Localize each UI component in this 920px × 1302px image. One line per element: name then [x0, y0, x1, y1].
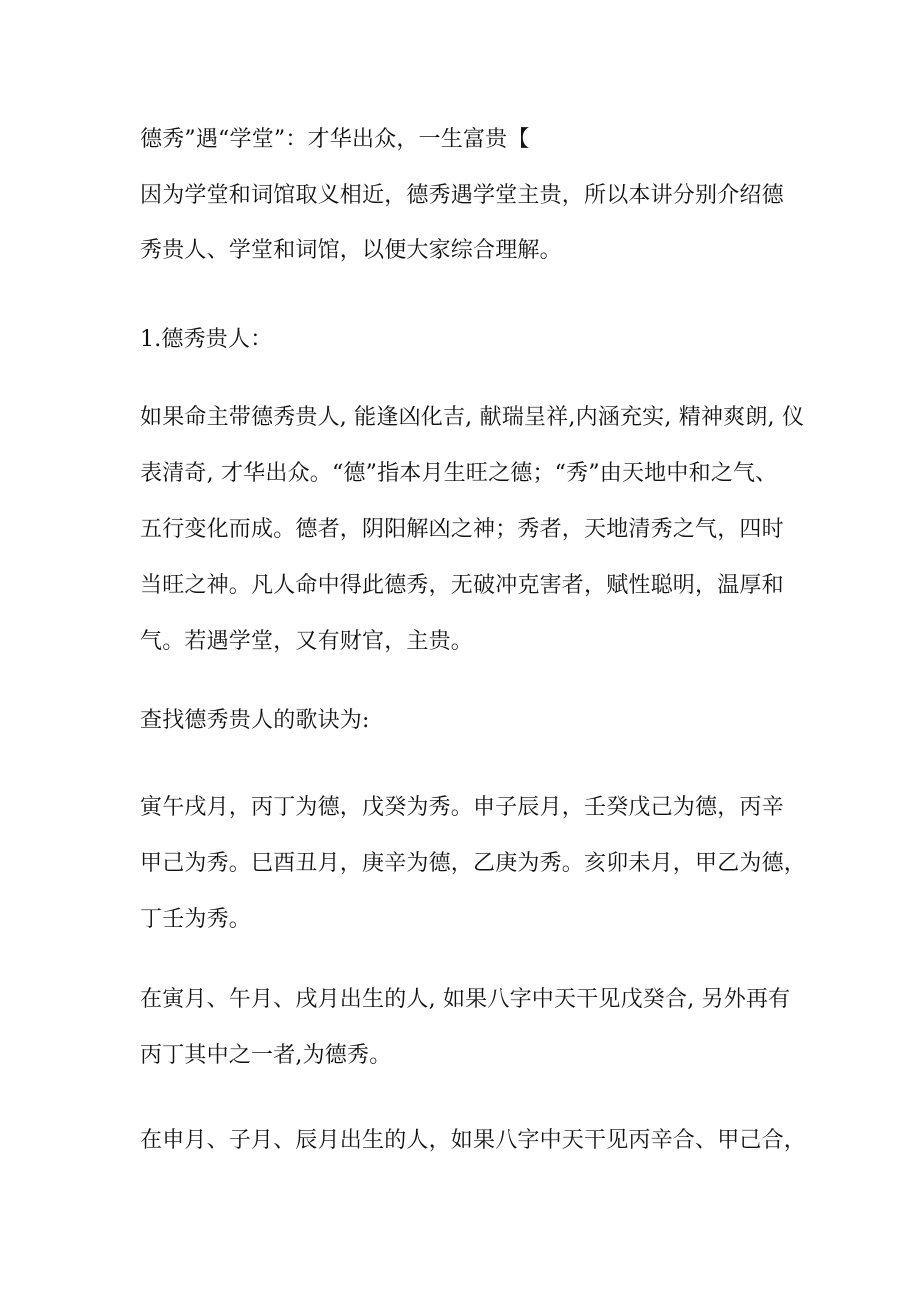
intro-line-1: 因为学堂和词馆取义相近，德秀遇学堂主贵，所以本讲分别介绍德 — [140, 183, 784, 208]
para3-line-3: 丁壬为秀。 — [140, 907, 252, 932]
document-heading: 德秀”遇“学堂”：才华出众，一生富贵【 — [140, 127, 530, 152]
para1-line-2: 表清奇, 才华出众。“德”指本月生旺之德；“秀”由天地中和之气、 — [140, 461, 778, 486]
para1-line-5: 气。若遇学堂，又有财官，主贵。 — [140, 629, 474, 654]
para1-line-3: 五行变化而成。德者，阴阳解凶之神；秀者，天地清秀之气，四时 — [140, 517, 784, 542]
intro-line-2: 秀贵人、学堂和词馆，以便大家综合理解。 — [140, 238, 562, 263]
para2-line-1: 查找德秀贵人的歌诀为: — [140, 708, 370, 733]
para4-line-1: 在寅月、午月、戌月出生的人, 如果八字中天干见戊癸合, 另外再有 — [140, 987, 791, 1012]
para4-line-2: 丙丁其中之一者,为德秀。 — [140, 1043, 392, 1068]
para1-line-4: 当旺之神。凡人命中得此德秀，无破冲克害者，赋性聪明，温厚和 — [140, 573, 784, 598]
para3-line-1: 寅午戌月，丙丁为德，戊癸为秀。申子辰月，壬癸戊己为德，丙辛 — [140, 795, 784, 820]
para5-line-1: 在申月、子月、辰月出生的人，如果八字中天干见丙辛合、甲己合， — [140, 1128, 807, 1153]
section-title: 1.德秀贵人： — [140, 327, 273, 352]
para1-line-1: 如果命主带德秀贵人, 能逢凶化吉, 献瑞呈祥,内涵充实, 精神爽朗, 仪 — [140, 405, 805, 430]
para3-line-2: 甲己为秀。巳酉丑月，庚辛为德，乙庚为秀。亥卯未月，甲乙为德， — [140, 851, 807, 876]
